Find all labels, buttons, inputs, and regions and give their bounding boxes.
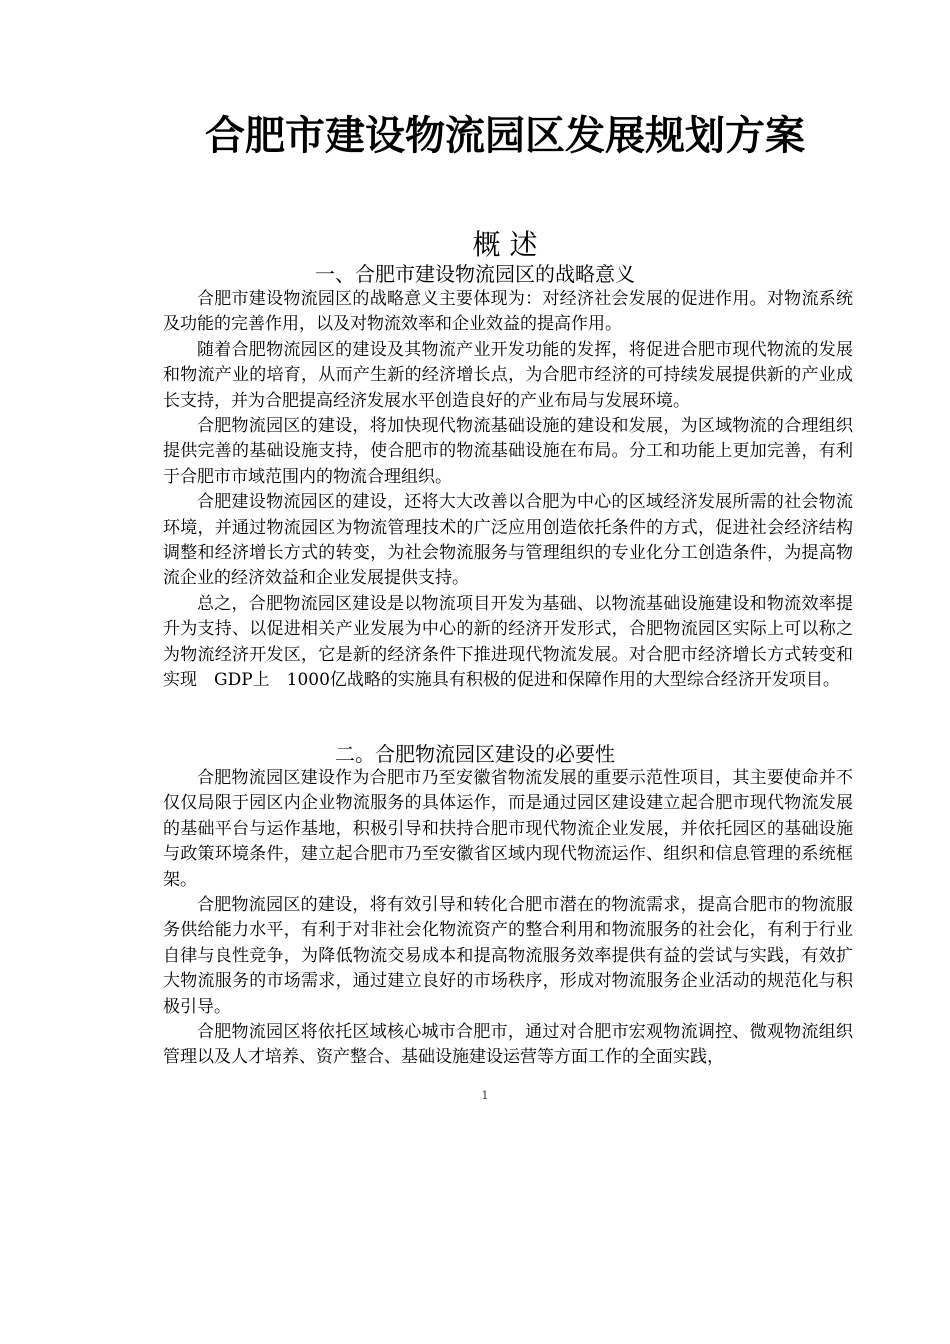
section-body-strategic-significance bbox=[163, 287, 853, 694]
section-heading-necessity: 二。合肥物流园区建设的必要性 bbox=[335, 742, 615, 766]
page-number: 1 bbox=[481, 1089, 489, 1102]
paragraph: 合肥物流园区将依托区域核心城市合肥市，通过对合肥市宏观物流调控、微观物流组织管理以及人才培养、资产整合、基础设施建设运营等方面工作的全面实践， bbox=[163, 1022, 853, 1068]
paragraph: 合肥物流园区的建设，将加快现代物流基础设施的建设和发展，为区域物流的合理组织提供完善的基础设施支持，使合肥市的物流基础设施在布局。分工和功能上更加完善，有利于合肥市市域范围内的物流合理组织。 bbox=[163, 416, 853, 487]
paragraph: 合肥物流园区的建设，将有效引导和转化合肥市潜在的物流需求，提高合肥市的物流服务供给能力水平，有利于对非社会化物流资产的整合利用和物流服务的社会化，有利于行业自律与良性竞争，为降低物流交易成本和提高物流服务效率提供有益的尝试与实践，有效扩大物流服务的市场需求，通过建立良好的市场秩序，形成对物流服务企业活动的规范化与积极引导。 bbox=[163, 895, 853, 1017]
paragraph: 合肥物流园区建设作为合肥市乃至安徽省物流发展的重要示范性项目，其主要使命并不仅仅局限于园区内企业物流服务的具体运作，而是通过园区建设建立起合肥市现代物流发展的基础平台与运作基地，积极引导和扶持合肥市现代物流企业发展，并依托园区的基础设施与政策环境条件，建立起合肥市乃至安徽省区域内现代物流运作、组织和信息管理的系统框架。 bbox=[163, 768, 853, 890]
overview-heading: 概 述 bbox=[472, 228, 538, 261]
paragraph: 合肥市建设物流园区的战略意义主要体现为：对经济社会发展的促进作用。对物流系统及功能的完善作用，以及对物流效率和企业效益的提高作用。 bbox=[163, 289, 853, 335]
paragraph: 随着合肥物流园区的建设及其物流产业开发功能的发挥，将促进合肥市现代物流的发展和物流产业的培育，从而产生新的经济增长点，为合肥市经济的可持续发展提供新的产业成长支持，并为合肥提高经济发展水平创造良好的产业布局与发展环境。 bbox=[163, 339, 853, 411]
document-title: 合肥市建设物流园区发展规划方案 bbox=[205, 113, 805, 159]
paragraph: 总之，合肥物流园区建设是以物流项目开发为基础、以物流基础设施建设和物流效率提升为支持、以促进相关产业发展为中心的新的经济开发形式，合肥物流园区实际上可以称之为物流经济开发区，它是新的经济条件下推进现代物流发展。对合肥市经济增长方式转变和实现 GDP上 1000亿战略的实施具有积极的促进和保障作用的大型综合经济开发项目。 bbox=[163, 593, 853, 691]
section-body-necessity bbox=[163, 766, 853, 1071]
paragraph: 合肥建设物流园区的建设，还将大大改善以合肥为中心的区域经济发展所需的社会物流环境，并通过物流园区为物流管理技术的广泛应用创造依托条件的方式，促进社会经济结构调整和经济增长方式的转变，为社会物流服务与管理组织的专业化分工创造条件，为提高物流企业的经济效益和企业发展提供支持。 bbox=[163, 492, 853, 589]
section-heading-strategic-significance: 一、合肥市建设物流园区的战略意义 bbox=[315, 262, 635, 286]
